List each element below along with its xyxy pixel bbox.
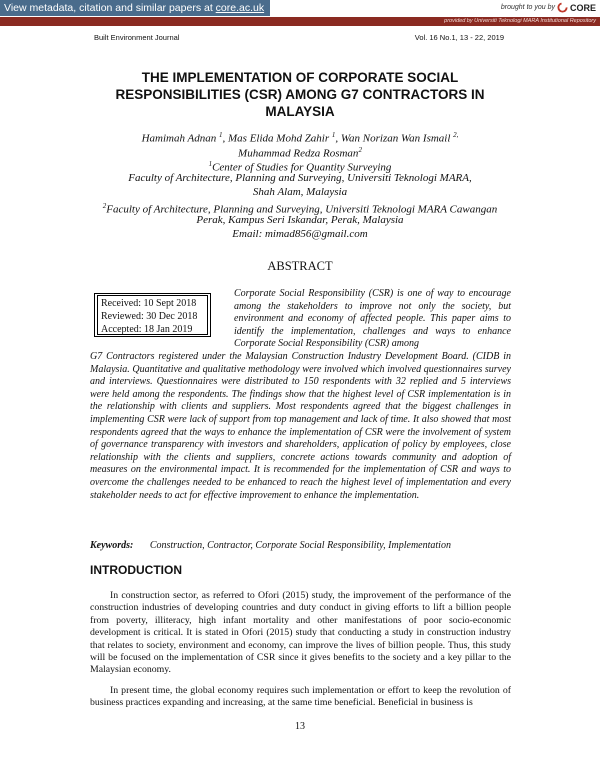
- affiliation-sup: 1: [208, 160, 213, 168]
- provider-text: provided by Universiti Teknologi MARA Institutional Repository: [444, 18, 596, 24]
- keywords: [90, 540, 451, 551]
- abstract-full-text: G7 Contractors registered under the Malaysian Construction Industry Development Board. (CIDB in Malaysia. Quantitative and qualitative methodology were involved which involved questionnaires survey and interviews. Questionnaires were distributed to 150 respondents with 32 replied and 5 interviews were held among the respondents. The findings show that the highest level of CSR implementation is in the relationship with clients and suppliers. Most respondents agreed that the biggest challenges in implementing CSR were lack of support from top management and lack of time. It also showed that most respondents agreed that the ways to enhance the implementation of CSR were the involvement of system of governance transparency with investors and shareholders, application of policy by employees, close relationship with the clients and suppliers, concrete actions towards community and adoption of measures on the environmental impact. It is recommended for the implementation of CSR and ways to overcome the challenges needed to be enhanced to reach the highest level of implementation and every stakeholder needs to act for effective improvement to enhance the implementation.: [90, 351, 511, 501]
- paper-title-line-1: THE IMPLEMENTATION OF CORPORATE SOCIAL: [141, 70, 459, 85]
- author-name: , Wan Norizan Wan Ismail: [335, 132, 451, 145]
- author-email[interactable]: Email: mimad856@gmail.com: [232, 228, 368, 240]
- affiliation-text: Center of Studies for Quantity Surveying: [212, 161, 392, 174]
- abstract-side-text: Corporate Social Responsibility (CSR) is one of way to encourage among the stakeholders to improve not only the society, but environment and economy of affected people. This paper aims to identify the implementation, challenges and ways to enhance Corporate Social Responsibility (CSR) among: [234, 288, 511, 350]
- author-name: , Mas Elida Mohd Zahir: [222, 132, 330, 145]
- author-sup: 1: [331, 131, 336, 139]
- core-link-domain[interactable]: core.ac.uk: [215, 2, 265, 14]
- affiliation-2-line-2: Perak, Kampus Seri Iskandar, Perak, Malaysia: [196, 214, 404, 226]
- core-logo-icon: [557, 2, 568, 13]
- affiliation-1-line-2: Faculty of Architecture, Planning and Surveying, Universiti Teknologi MARA,: [128, 172, 472, 184]
- dates-box-inner: [97, 295, 208, 335]
- reviewed-date: Reviewed: 30 Dec 2018: [101, 311, 198, 322]
- core-word: CORE: [569, 2, 596, 13]
- intro-paragraph-1: In construction sector, as referred to Ofori (2015) study, the improvement of the performance of the construction industries of developing countries and duty conduct in giving efforts to lift a billion people from poverty, illiteracy, high infant mortality and other manifestations of poor socio-economic development is critical. It is stated in Ofori (2015) study that conducting a study in construction industry that relates to society, environment and economy, can improve the lives of billion people. Thus, this study will be focused on the implementation of CSR since it gives benefits to the society and a key pillar to the Malaysian economy.: [90, 590, 511, 676]
- page-number: 13: [295, 721, 305, 732]
- keywords-text: Construction, Contractor, Corporate Social Responsibility, Implementation: [149, 540, 451, 551]
- journal-name: Built Environment Journal: [94, 33, 180, 42]
- affiliation-text: Faculty of Architecture, Planning and Surveying, Universiti Teknologi MARA Cawangan: [106, 203, 498, 216]
- author-sup: 2,: [453, 131, 459, 139]
- dates-box: [94, 293, 211, 337]
- accepted-date: Accepted: 18 Jan 2019: [101, 324, 193, 335]
- brought-to-you-by[interactable]: [501, 2, 596, 13]
- keywords-label: Keywords:: [90, 540, 134, 551]
- core-bar: [0, 0, 600, 17]
- abstract-heading: ABSTRACT: [267, 259, 333, 273]
- core-link-prefix: View metadata, citation and similar papers at: [4, 2, 216, 14]
- author-sup: 2: [358, 146, 362, 154]
- core-metadata-link[interactable]: [0, 0, 270, 16]
- intro-paragraph-2: In present time, the global economy requires such implementation or effort to keep the revolution of business practices expanding and increasing, at the same time beneficial. Beneficial in business is: [90, 685, 511, 709]
- author-sup: 1: [219, 131, 223, 139]
- affiliation-1-line-3: Shah Alam, Malaysia: [252, 186, 348, 198]
- provider-bar: [0, 17, 600, 26]
- affiliation-sup: 2: [102, 202, 107, 210]
- paper-title-line-2: RESPONSIBILITIES (CSR) AMONG G7 CONTRACTORS IN: [115, 87, 485, 102]
- author-name: Muhammad Redza Rosman: [238, 147, 359, 160]
- received-date: Received: 10 Sept 2018: [101, 298, 197, 309]
- paper-title-line-3: MALAYSIA: [265, 104, 335, 119]
- volume-info: Vol. 16 No.1, 13 - 22, 2019: [414, 33, 504, 42]
- author-name: Hamimah Adnan: [141, 132, 217, 145]
- introduction-heading: INTRODUCTION: [90, 563, 182, 577]
- brought-by-text: brought to you by: [500, 4, 555, 11]
